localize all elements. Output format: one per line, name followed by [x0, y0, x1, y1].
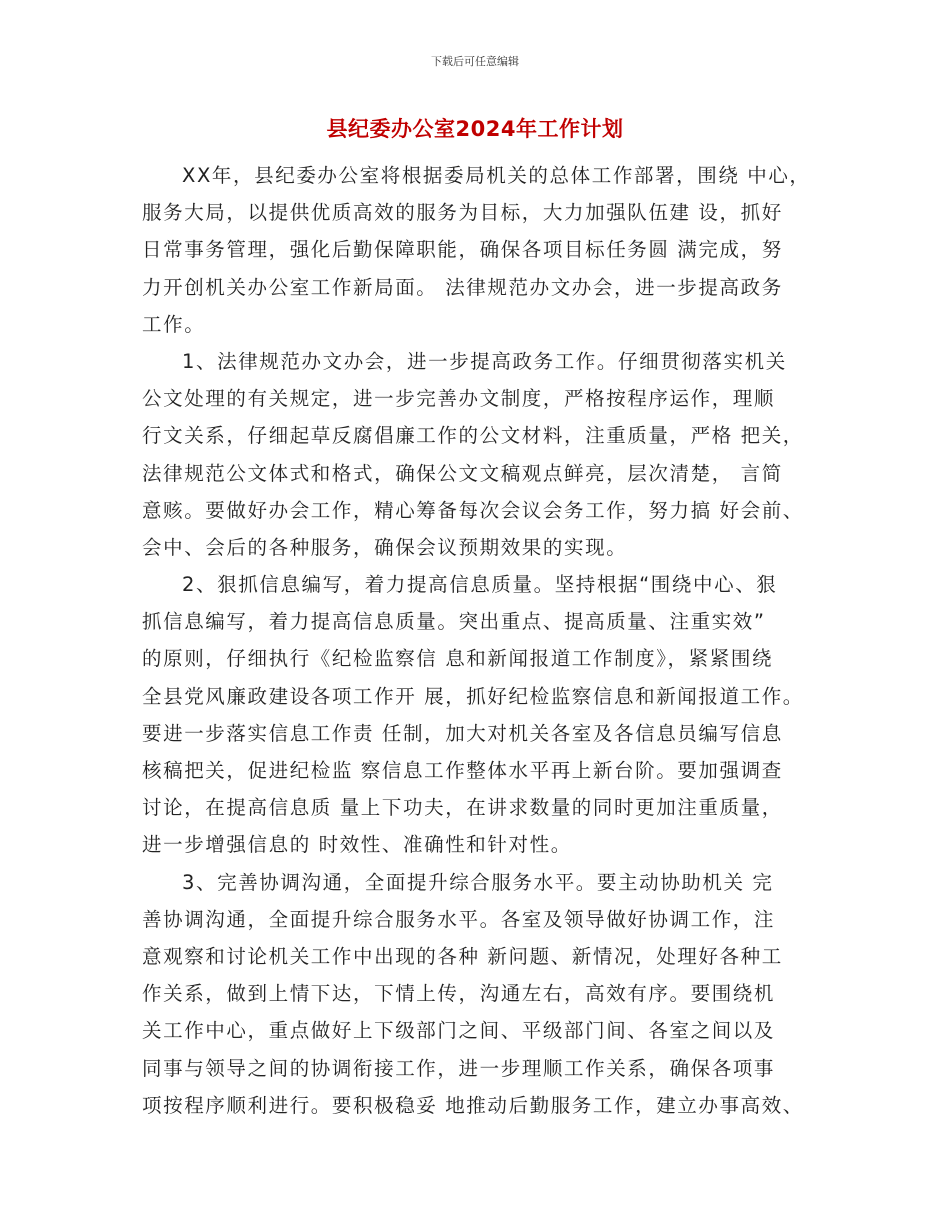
body-line: 的原则，仔细执行《纪检监察信 息和新闻报道工作制度》，紧紧围绕 [142, 647, 774, 671]
body-line: 讨论，在提高信息质 量上下功夫，在讲求数量的同时更加注重质量， [142, 796, 783, 820]
document-body [142, 157, 832, 1124]
body-line: 作关系，做到上情下达，下情上传，沟通左右，高效有序。要围绕机 [142, 982, 776, 1006]
body-line: 抓信息编写，着力提高信息质量。突出重点、提高质量、注重实效” [142, 610, 766, 634]
body-line: 同事与领导之间的协调衔接工作，进一步理顺工作关系，确保各项事 [142, 1056, 776, 1080]
body-line: 力开创机关办公室工作新局面。 法律规范办文办会，进一步提高政务 [142, 275, 783, 299]
body-line: 善协调沟通，全面提升综合服务水平。各室及领导做好协调工作，注 [142, 907, 776, 931]
document-title: 县纪委办公室2024年工作计划 [326, 117, 624, 141]
body-line: 关工作中心，重点做好上下级部门之间、平级部门间、各室之间以及 [142, 1019, 776, 1043]
body-line: 工作。 [142, 312, 206, 336]
body-line: 进一步增强信息的 时效性、准确性和针对性。 [142, 833, 572, 857]
body-line: 1、法律规范办文办会，进一步提高政务工作。仔细贯彻落实机关 [182, 349, 787, 373]
body-line: 服务大局，以提供优质高效的服务为目标，大力加强队伍建 设，抓好 [142, 201, 783, 225]
body-line: 意赅。要做好办会工作，精心筹备每次会议会务工作，努力搞 好会前、 [142, 498, 804, 522]
body-line: 2、狠抓信息编写，着力提高信息质量。坚持根据“围绕中心、狠 [182, 573, 778, 597]
body-line: 法律规范公文体式和格式，确保公文文稿观点鲜亮，层次清楚， 言简 [142, 461, 783, 485]
body-line: 会中、会后的各种服务，确保会议预期效果的实现。 [142, 535, 628, 559]
body-line: 全县党风廉政建设各项工作开 展，抓好纪检监察信息和新闻报道工作。 [142, 684, 804, 708]
body-line: 公文处理的有关规定，进一步完善办文制度，严格按程序运作，理顺 [142, 387, 776, 411]
body-line: 核稿把关，促进纪检监 察信息工作整体水平再上新台阶。要加强调查 [142, 759, 783, 782]
body-line: 行文关系，仔细起草反腐倡廉工作的公文材料，注重质量，严格 把关， [142, 424, 804, 448]
body-line: 3、完善协调沟通，全面提升综合服务水平。要主动协助机关 完 [182, 870, 774, 894]
body-line: 要进一步落实信息工作责 任制，加大对机关各室及各信息员编写信息 [142, 721, 783, 745]
body-line: 意观察和讨论机关工作中出现的各种 新问题、新情况，处理好各种工 [142, 944, 783, 968]
header-note: 下载后可任意编辑 [431, 55, 519, 68]
body-line: XX年，县纪委办公室将根据委局机关的总体工作部署，围绕 中心， [182, 164, 811, 187]
body-line: 日常事务管理，强化后勤保障职能，确保各项目标任务圆 满完成，努 [142, 238, 783, 262]
body-line: 项按程序顺利进行。要积极稳妥 地推动后勤服务工作，建立办事高效、 [142, 1093, 804, 1117]
